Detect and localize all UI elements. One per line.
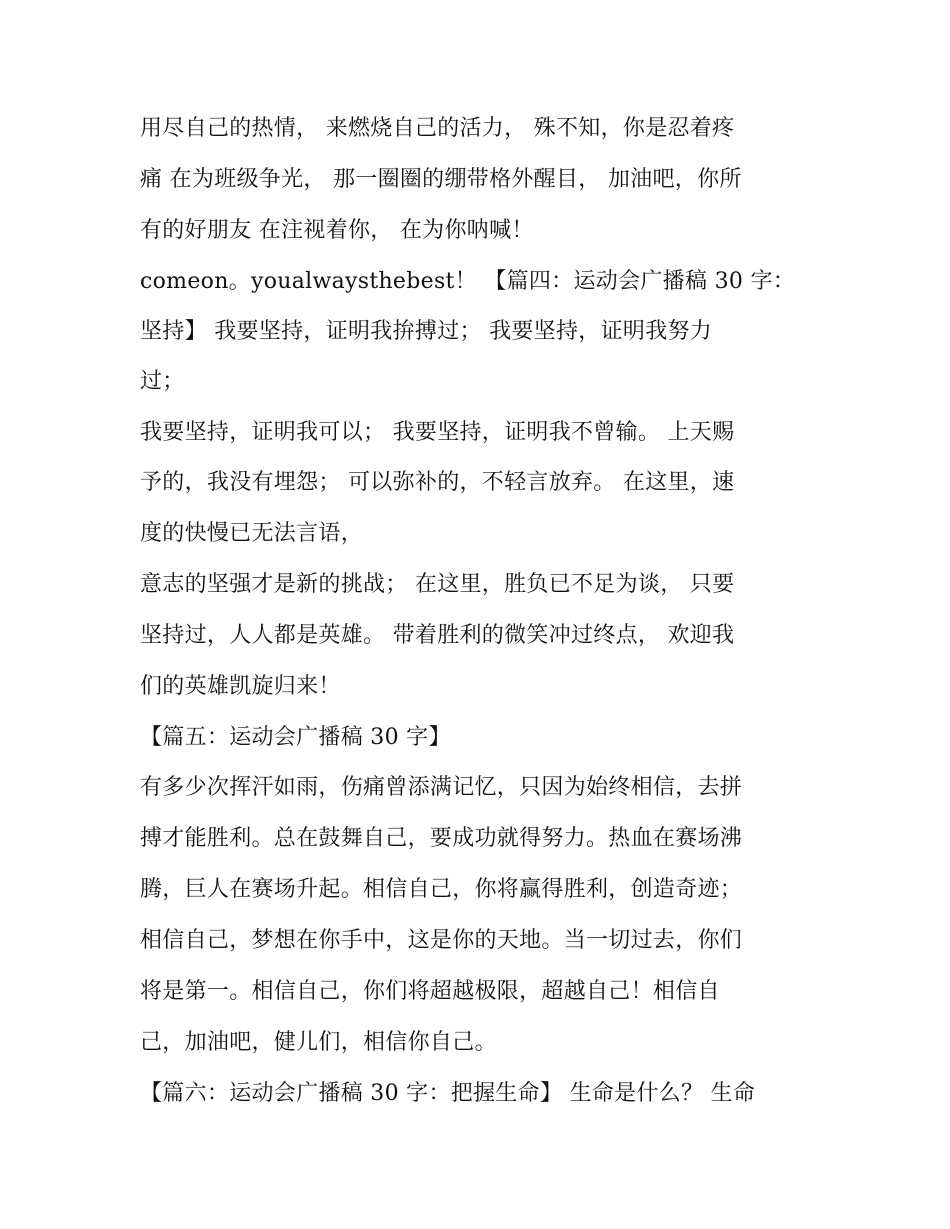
text-line: 搏才能胜利。总在鼓舞自己，要成功就得努力。热血在赛场沸 <box>140 826 743 851</box>
text-line: comeon。youalwaysthebest！ 【篇四：运动会广播稿 30 字： <box>140 269 796 294</box>
text-line: 己，加油吧，健儿们，相信你自己。 <box>140 1030 497 1055</box>
document-page <box>140 0 820 1229</box>
text-line: 用尽自己的热情， 来燃烧自己的活力， 殊不知，你是忍着疼 <box>140 116 735 141</box>
text-line: 有的好朋友 在注视着你， 在为你呐喊！ <box>140 218 534 243</box>
text-line: 【篇六：运动会广播稿 30 字：把握生命】 生命是什么？ 生命 <box>140 1081 756 1106</box>
text-line: 腾，巨人在赛场升起。相信自己，你将赢得胜利，创造奇迹； <box>140 877 743 902</box>
text-line: 意志的坚强才是新的挑战； 在这里，胜负已不足为谈， 只要 <box>140 572 735 597</box>
text-line: 度的快慢已无法言语， <box>140 521 364 546</box>
text-line: 有多少次挥汗如雨，伤痛曾添满记忆，只因为始终相信，去拼 <box>140 775 743 800</box>
text-line: 将是第一。相信自己，你们将超越极限，超越自己！相信自 <box>140 979 720 1004</box>
text-line: 痛 在为班级争光， 那一圈圈的绷带格外醒目， 加油吧，你所 <box>140 167 742 192</box>
section-heading: 【篇五：运动会广播稿 30 字】 <box>140 725 451 750</box>
text-line: 相信自己，梦想在你手中，这是你的天地。当一切过去，你们 <box>140 928 743 953</box>
text-line: 们的英雄凯旋归来！ <box>140 674 341 699</box>
text-line: 坚持】 我要坚持，证明我拚搏过； 我要坚持，证明我努力 <box>140 319 713 344</box>
text-line: 坚持过，人人都是英雄。 带着胜利的微笑冲过终点， 欢迎我 <box>140 623 735 648</box>
text-line: 我要坚持，证明我可以； 我要坚持，证明我不曾输。 上天赐 <box>140 420 735 445</box>
text-line: 过； <box>140 369 185 394</box>
text-line: 予的，我没有埋怨； 可以弥补的，不轻言放弃。 在这里，速 <box>140 470 735 495</box>
